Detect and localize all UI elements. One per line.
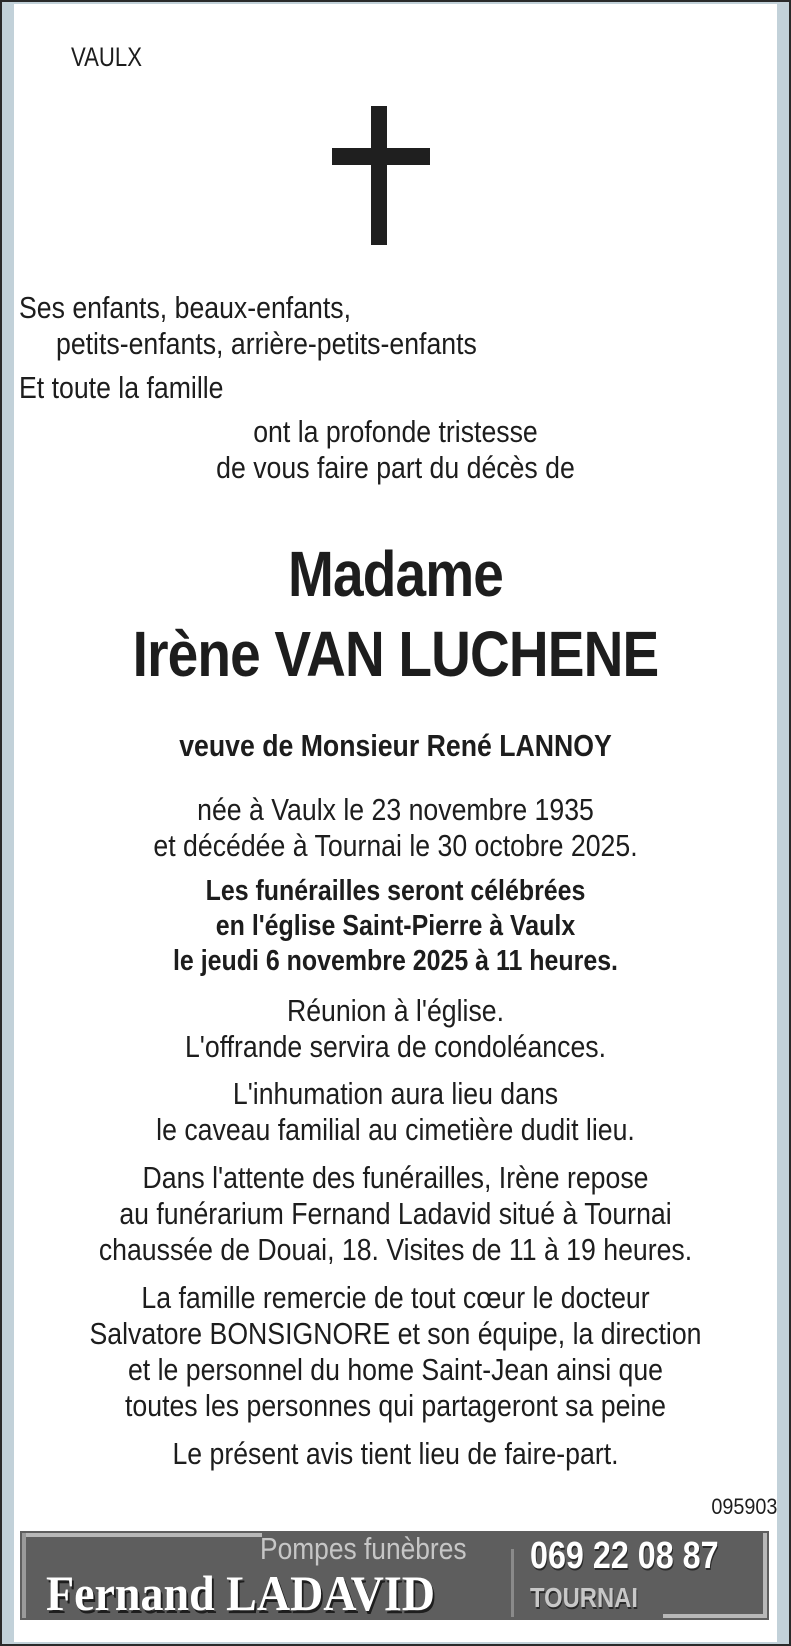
- family-line: Et toute la famille: [19, 370, 224, 405]
- burial-line: le caveau familial au cimetière dudit lieu.: [156, 1112, 635, 1147]
- banner-phone: 069 22 08 87: [530, 1535, 719, 1577]
- banner-accent-line: [663, 1614, 766, 1618]
- dates-line: et décédée à Tournai le 30 octobre 2025.: [153, 828, 638, 863]
- reference-number: 095903: [710, 1494, 777, 1519]
- thanks-line: La famille remercie de tout cœur le docteur: [141, 1280, 650, 1315]
- banner-tagline: Pompes funèbres: [260, 1531, 467, 1566]
- thanks-line: et le personnel du home Saint-Jean ainsi que: [127, 1352, 664, 1387]
- funeral-line: en l'église Saint-Pierre à Vaulx: [215, 910, 576, 942]
- deceased-spouse: veuve de Monsieur René LANNOY: [179, 728, 612, 763]
- funeral-home-banner: [20, 1531, 769, 1620]
- thanks-line: toutes les personnes qui partageront sa peine: [125, 1388, 666, 1423]
- visitation-line: chaussée de Douai, 18. Visites de 11 à 19 heures.: [98, 1232, 693, 1267]
- gathering-line: L'offrande servira de condoléances.: [184, 1029, 607, 1064]
- banner-divider: [511, 1549, 514, 1617]
- cross-icon-vertical: [371, 106, 387, 245]
- banner-accent-line: [22, 1533, 26, 1618]
- family-line: Ses enfants, beaux-enfants,: [19, 290, 352, 325]
- visitation-line: Dans l'attente des funérailles, Irène repose: [142, 1160, 649, 1195]
- announcement-line: ont la profonde tristesse: [253, 414, 538, 449]
- funeral-line: Les funérailles seront célébrées: [205, 875, 586, 907]
- closing-line: Le présent avis tient lieu de faire-part.: [172, 1436, 619, 1471]
- cross-icon-horizontal: [332, 148, 430, 165]
- deceased-name: Irène VAN LUCHENE: [132, 618, 659, 690]
- thanks-line: Salvatore BONSIGNORE et son équipe, la direction: [89, 1316, 702, 1351]
- locality-label: VAULX: [71, 42, 142, 72]
- gathering-line: Réunion à l'église.: [286, 993, 505, 1028]
- burial-line: L'inhumation aura lieu dans: [232, 1076, 559, 1111]
- funeral-line: le jeudi 6 novembre 2025 à 11 heures.: [172, 945, 618, 977]
- dates-line: née à Vaulx le 23 novembre 1935: [197, 792, 594, 827]
- family-line: petits-enfants, arrière-petits-enfants: [56, 326, 477, 361]
- announcement-line: de vous faire part du décès de: [216, 450, 575, 485]
- deceased-title: Madame: [287, 538, 504, 610]
- banner-city: TOURNAI: [530, 1582, 638, 1613]
- banner-company-name: Fernand LADAVID: [46, 1565, 435, 1621]
- banner-accent-line: [763, 1533, 767, 1618]
- visitation-line: au funérarium Fernand Ladavid situé à Tournai: [119, 1196, 672, 1231]
- banner-accent-line: [22, 1533, 262, 1537]
